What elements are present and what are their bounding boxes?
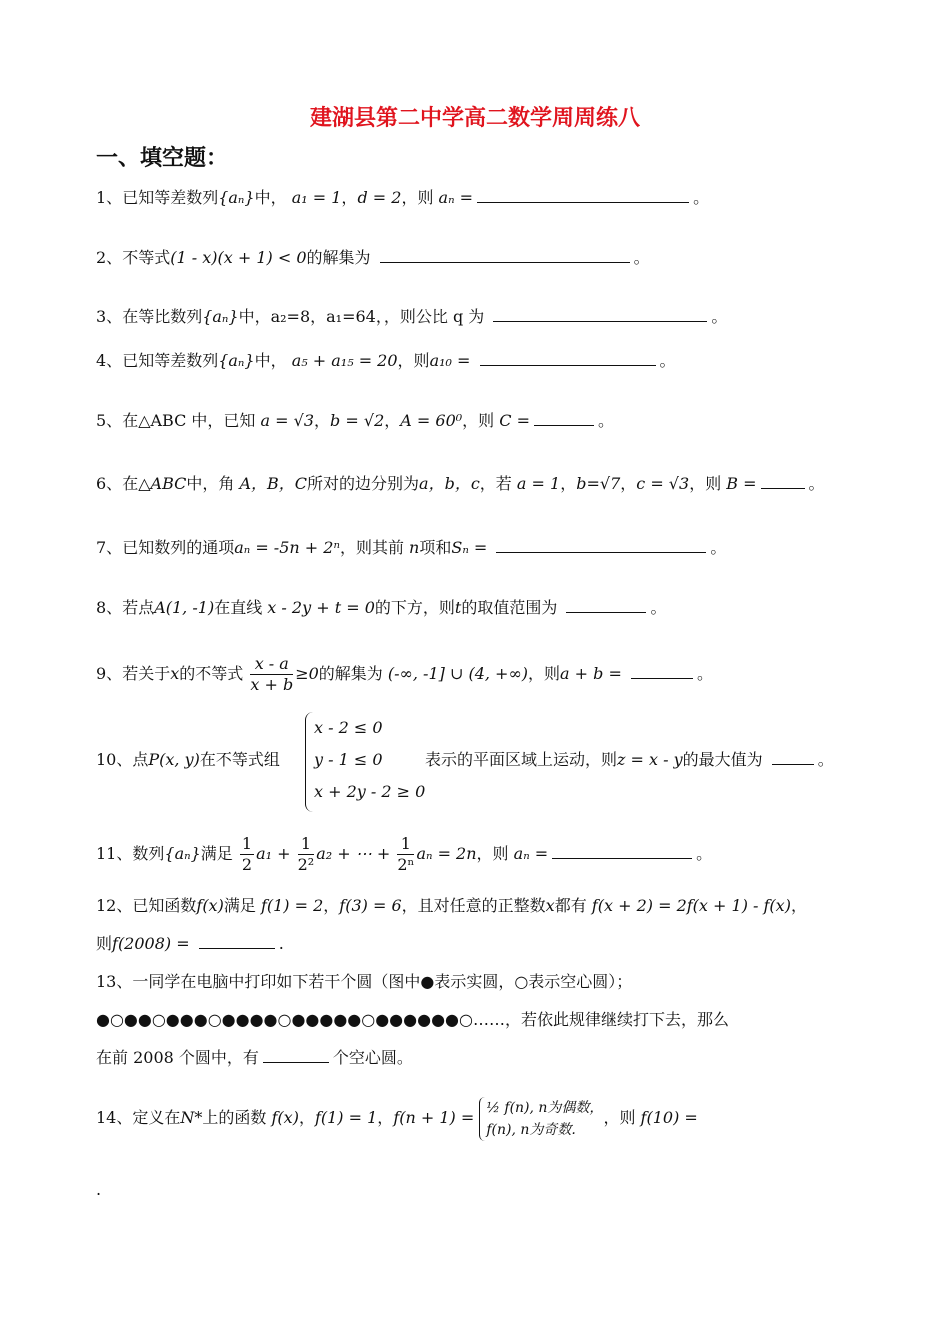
answer-blank[interactable] — [477, 188, 689, 203]
question-6: 6、在△ABC中，角 A，B，C所对的边分别为a，b，c，若 a = 1，b=√7，c = √3，则 B = 。 — [96, 474, 825, 493]
question-4: 4、已知等差数列{aₙ}中， a₅ + a₁₅ = 20，则a₁₀ = 。 — [96, 351, 676, 370]
answer-blank[interactable] — [552, 844, 692, 859]
question-5: 5、在△ABC 中，已知 a = √3，b = √2，A = 60⁰，则 C = 。 — [96, 411, 615, 430]
circle-sequence: ●○●●○●●●○●●●●○●●●●●○●●●●●●○…… — [96, 1010, 505, 1029]
answer-blank[interactable] — [772, 750, 814, 765]
answer-blank[interactable] — [631, 664, 693, 679]
fraction: $\frac{1}{\text{2ⁿ}}$ — [397, 834, 415, 874]
fraction: $\frac{1}{\text{2²}}$ — [297, 834, 315, 874]
question-13: 13、一同学在电脑中打印如下若干个圆（图中●表示实圆，○表示空心圆）； — [96, 972, 633, 991]
section-heading: 一、填空题： — [96, 146, 229, 171]
fraction: $\frac{1}{2}$ — [241, 834, 253, 874]
question-7: 7、已知数列的通项aₙ = -5n + 2ⁿ，则其前 n项和Sₙ = 。 — [96, 538, 727, 557]
answer-blank[interactable] — [496, 538, 706, 553]
question-14: 14、定义在N*上的函数 f(x)，f(1) = 1，f(n + 1) = ½ f(n), n为偶数， f(n), n为奇数. ，则 f(10) = — [96, 1094, 860, 1142]
question-10-tail: 表示的平面区域上运动，则z = x - y的最大值为 。 — [425, 750, 834, 769]
question-9: 9、若关于x的不等式 $\frac{x - a}{x + b}$ ≥0的解集为 (-∞, -1] ∪ (4, +∞)，则a + b = 。 — [96, 654, 713, 694]
inequality-system: x - 2 ≤ 0 y - 1 ≤ 0 x + 2y - 2 ≥ 0 — [305, 712, 425, 812]
answer-blank[interactable] — [263, 1048, 329, 1063]
question-8: 8、若点A(1, -1)在直线 x - 2y + t = 0的下方，则t的取值范围为 。 — [96, 598, 667, 617]
page-title: 建湖县第二中学高二数学周周练八 — [309, 106, 640, 131]
question-10: 10、点P(x, y)在不等式组 — [96, 750, 280, 769]
question-13-line3: 在前 2008 个圆中，有 个空心圆。 — [96, 1048, 413, 1067]
question-3: 3、在等比数列{aₙ}中，a₂=8，a₁=64，，则公比 q 为 。 — [96, 307, 728, 326]
question-1: 1、已知等差数列{aₙ}中， a₁ = 1，d = 2，则 aₙ = 。 — [96, 188, 710, 207]
answer-blank[interactable] — [380, 248, 630, 263]
question-2: 2、不等式(1 - x)(x + 1) < 0的解集为 。 — [96, 248, 650, 267]
answer-blank[interactable] — [480, 351, 656, 366]
answer-blank[interactable] — [199, 934, 275, 949]
question-14-end: . — [96, 1180, 102, 1199]
answer-blank[interactable] — [493, 307, 707, 322]
fraction: $\frac{x - a}{x + b}$ — [250, 654, 294, 694]
answer-blank[interactable] — [534, 411, 594, 426]
question-13-line2: ●○●●○●●●○●●●●○●●●●●○●●●●●●○……，若依此规律继续打下去，那么 — [96, 1010, 729, 1029]
answer-blank[interactable] — [566, 598, 646, 613]
answer-blank[interactable] — [761, 474, 805, 489]
question-11: 11、数列{aₙ}满足 $\frac{1}{2}$ a₁ + $\frac{1}{\text{2²}}$ a₂ + ⋯ + $\frac{1}{\text{2ⁿ}}$ aₙ = 2n，则 aₙ = 。 — [96, 834, 713, 874]
question-12-line2: 则f(2008) = . — [96, 934, 284, 953]
question-12: 12、已知函数f(x)满足 f(1) = 2，f(3) = 6，且对任意的正整数x都有 f(x + 2) = 2f(x + 1) - f(x)， — [96, 896, 807, 915]
piecewise-cases: ½ f(n), n为偶数， f(n), n为奇数. — [479, 1097, 603, 1141]
